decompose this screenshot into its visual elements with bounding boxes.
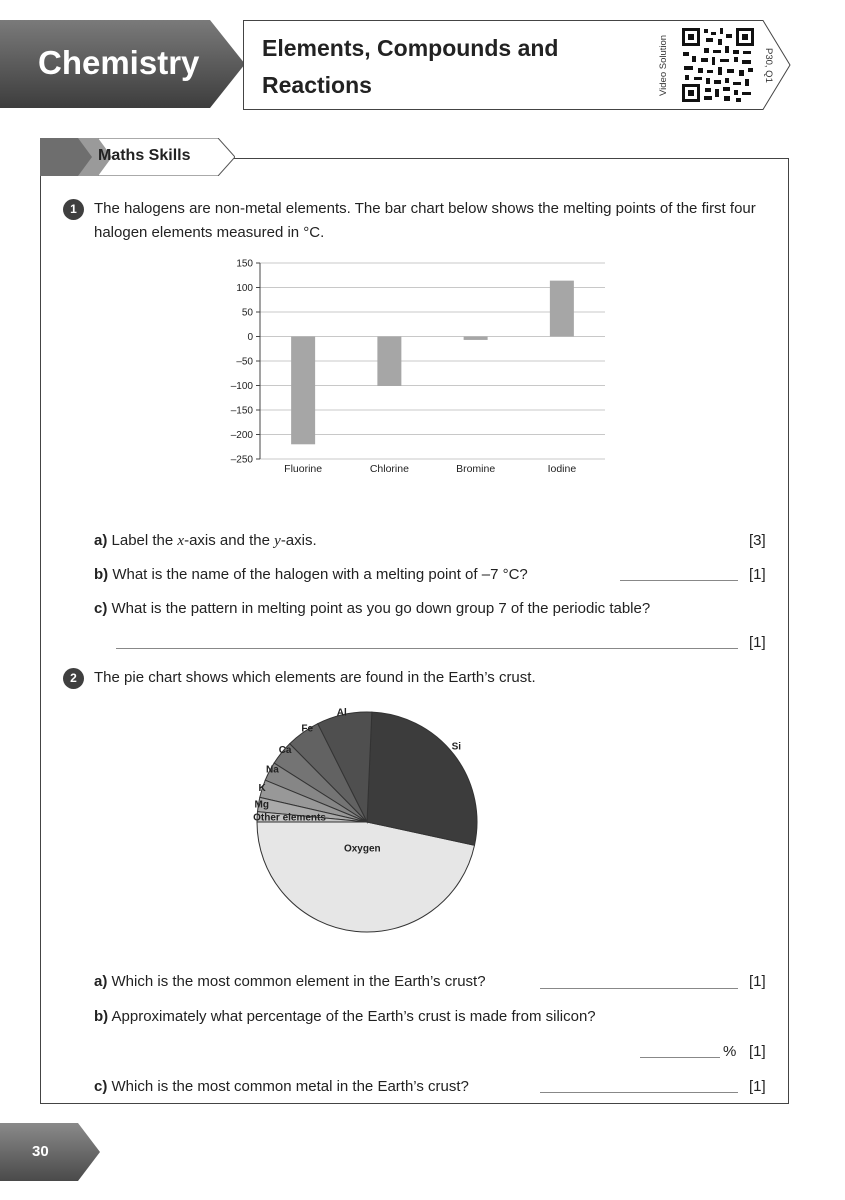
y-tick-label: –100	[230, 381, 253, 392]
question-1c-answer-line[interactable]	[116, 648, 738, 649]
question-1a-letter: a)	[94, 532, 108, 549]
pie-label: Fe	[301, 723, 314, 735]
question-1c-text: What is the pattern in melting point as you go down group 7 of the periodic table?	[111, 600, 651, 617]
pie-label: Ca	[278, 745, 292, 757]
question-2a-answer-line[interactable]	[540, 988, 738, 989]
question-2b-text: Approximately what percentage of the Earth’s crust is made from silicon?	[111, 1008, 596, 1025]
pie-label: K	[258, 782, 266, 794]
question-1c	[94, 597, 650, 621]
question-1b-text: What is the name of the halogen with a melting point of –7 °C?	[112, 566, 528, 583]
question-2b-letter: b)	[94, 1008, 109, 1025]
bar-bromine	[464, 337, 488, 340]
question-1b-answer-line[interactable]	[620, 580, 738, 581]
pie-label: Other elements	[253, 812, 326, 824]
x-category-label: Chlorine	[369, 463, 409, 475]
bar-iodine	[550, 281, 574, 337]
video-reference: P30, Q1	[763, 47, 774, 83]
y-tick-label: –150	[230, 405, 253, 417]
chapter-title-line1: Elements, Compounds and	[262, 35, 559, 61]
pie-label: Na	[265, 764, 279, 776]
question-2c	[94, 1075, 469, 1099]
question-1a	[94, 529, 317, 553]
question-1a-text-mid: -axis and the	[184, 532, 275, 549]
y-tick-label: –50	[236, 356, 253, 368]
subject-title: Chemistry	[38, 44, 200, 81]
question-1-number: 1	[63, 199, 84, 220]
question-2c-letter: c)	[94, 1078, 108, 1095]
chapter-title-line2: Reactions	[262, 72, 372, 98]
pie-slice-si	[367, 712, 477, 845]
question-1a-mark: [3]	[749, 532, 766, 549]
question-2c-text: Which is the most common metal in the Earth’s crust?	[111, 1078, 469, 1095]
question-2b-mark: [1]	[749, 1043, 766, 1060]
question-1c-letter: c)	[94, 600, 108, 617]
halogen-melting-point-chart	[215, 255, 615, 485]
question-2a-mark: [1]	[749, 973, 766, 990]
question-2-number: 2	[63, 668, 84, 689]
bar-chlorine	[377, 337, 401, 386]
question-1c-mark: [1]	[749, 634, 766, 651]
page-number: 30	[32, 1143, 49, 1160]
y-tick-label: –200	[230, 430, 253, 441]
question-2a	[94, 970, 486, 994]
chapter-title	[262, 30, 558, 104]
question-1a-y-var: y	[274, 533, 281, 549]
question-2b-unit: %	[723, 1043, 737, 1060]
question-2b	[94, 1005, 596, 1029]
video-solution-label: Video Solution	[658, 34, 669, 96]
pie-label: Si	[451, 741, 462, 753]
question-1b-mark: [1]	[749, 566, 766, 583]
question-2a-letter: a)	[94, 973, 108, 990]
question-1a-text-post: -axis.	[280, 532, 317, 549]
y-tick-label: 150	[236, 258, 253, 270]
question-2c-mark: [1]	[749, 1078, 766, 1095]
y-tick-label: 0	[247, 332, 253, 343]
page-number-tab	[0, 1123, 100, 1181]
question-2a-text: Which is the most common element in the Earth’s crust?	[111, 973, 486, 990]
earth-crust-pie-chart	[240, 700, 600, 955]
question-2c-answer-line[interactable]	[540, 1092, 738, 1093]
x-category-label: Bromine	[456, 463, 496, 475]
pie-label: Mg	[254, 799, 269, 811]
section-title: Maths Skills	[98, 147, 191, 164]
y-tick-label: –250	[230, 454, 253, 466]
qr-code-icon[interactable]	[680, 26, 756, 104]
x-category-label: Iodine	[547, 463, 577, 475]
pie-label: Oxygen	[343, 843, 381, 855]
question-2b-answer-line[interactable]	[640, 1057, 720, 1058]
question-1b	[94, 563, 528, 587]
question-1b-letter: b)	[94, 566, 109, 583]
pie-label: Al	[336, 707, 347, 719]
question-1a-x-var: x	[177, 533, 185, 549]
x-category-label: Fluorine	[284, 463, 323, 475]
bar-fluorine	[291, 337, 315, 445]
y-tick-label: 50	[241, 307, 253, 319]
question-1a-text-pre: Label the	[111, 532, 178, 549]
y-tick-label: 100	[236, 283, 253, 294]
question-2-intro: The pie chart shows which elements are found in the Earth’s crust.	[94, 669, 536, 686]
question-1-intro: The halogens are non-metal elements. The bar chart below shows the melting points of the first four halogen elements measured in °C.	[94, 200, 756, 241]
